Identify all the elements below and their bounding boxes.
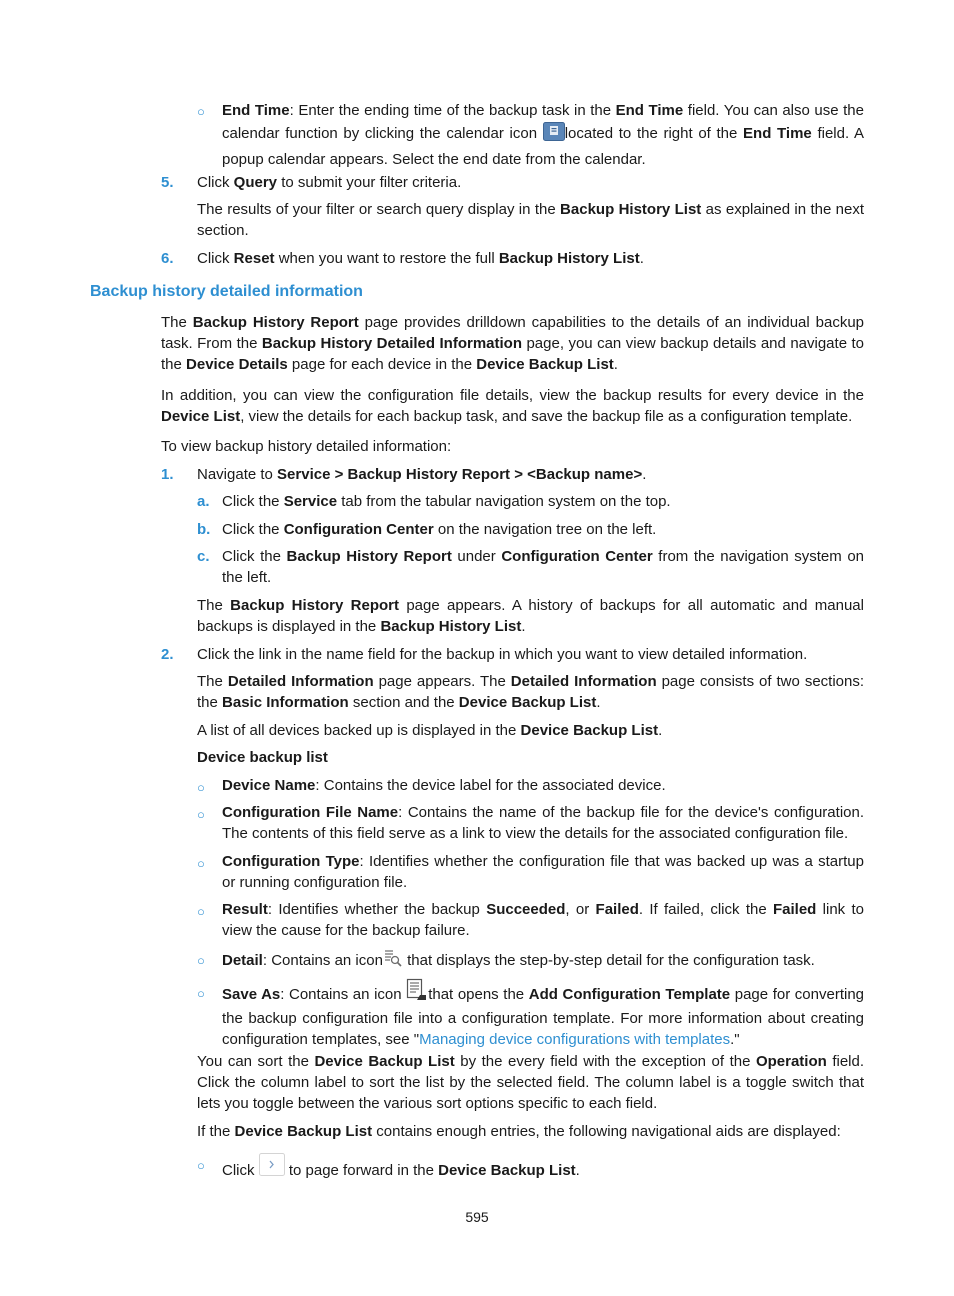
step-text: as explained in the next section. <box>197 201 865 239</box>
substep-letter: b. <box>197 521 211 538</box>
config-file-name-item: Configuration File Name: Contains the name of the backup file for the device's configuration. The contents of this field serve as a link to view the details for the associated configuration file. <box>222 804 864 842</box>
list-intro: A list of all devices backed up is displayed in the Device Backup List. <box>197 722 663 739</box>
config-type-item: Configuration Type: Identifies whether the configuration file that was backed up was a startup or running configuration file. <box>222 853 864 891</box>
bullet-marker: ○ <box>197 104 205 119</box>
managing-templates-link[interactable]: Managing device configurations with templates <box>419 1031 731 1048</box>
bullet-marker: ○ <box>197 780 205 795</box>
step-1-text: Navigate to Service > Backup History Report > <Backup name>. <box>197 466 647 483</box>
bullet-marker: ○ <box>197 856 205 871</box>
step-number: 2. <box>161 646 174 663</box>
substep-a-text: Click the Service tab from the tabular navigation system on the top. <box>222 493 671 510</box>
addition-paragraph: In addition, you can view the configuration file details, view the backup results for every device in the Device List, view the details for each backup task, and save the backup file as a configuration template. <box>161 387 864 425</box>
substep-c-text: Click the Backup History Report under Configuration Center from the navigation system on the left. <box>222 548 864 586</box>
save-as-item: Save As: Contains an icon that opens the Add Configuration Template page for converting the backup configuration file into a configuration template. For more information about creating configuration templates, see "Managing device configurations with templates." <box>222 978 864 1050</box>
substep-letter: a. <box>197 493 210 510</box>
procedure-intro: To view backup history detailed information: <box>161 438 452 455</box>
bullet-marker: ○ <box>197 986 205 1001</box>
step-1-result: The Backup History Report page appears. A history of backups for all automatic and manual backups is displayed in the Backup History List. <box>197 597 864 635</box>
bullet-marker: ○ <box>197 1158 205 1173</box>
end-time-label: End Time <box>222 102 290 119</box>
step-text: to submit your filter criteria. <box>277 174 462 191</box>
device-name-item: Device Name: Contains the device label for the associated device. <box>222 777 666 794</box>
chevron-right-icon <box>259 1153 285 1183</box>
step-6-text <box>197 248 864 269</box>
backup-history-list-ref: Backup History List <box>498 250 640 267</box>
end-time-field-ref: End Time <box>615 102 684 119</box>
next-page-item: Click to page forward in the Device Backup List. <box>222 1153 864 1183</box>
step-text: when you want to restore the full <box>274 250 499 267</box>
detail-icon <box>383 948 403 974</box>
result-item: Result: Identifies whether the backup Succeeded, or Failed. If failed, click the Failed link to view the cause for the backup failure. <box>222 901 864 939</box>
step-5-text <box>197 172 864 193</box>
page-number: 595 <box>465 1209 489 1225</box>
intro-paragraph: The Backup History Report page provides drilldown capabilities to the details of an individual backup task. From the Backup History Detailed Information page, you can view backup details and navigate to the Device Details page for each device in the Device Backup List. <box>161 314 865 373</box>
query-ref: Query <box>233 174 278 191</box>
bullet-marker: ○ <box>197 953 205 968</box>
step-2-result: The Detailed Information page appears. The Detailed Information page consists of two sections: the Basic Information section and the Device Backup List. <box>197 673 865 711</box>
step-text: . <box>639 250 644 267</box>
end-time-text: field. A popup calendar appears. Select the end date from the calendar. <box>222 125 864 168</box>
end-time-item <box>222 99 864 171</box>
backup-history-list-ref: Backup History List <box>560 201 702 218</box>
substep-b-text: Click the Configuration Center on the navigation tree on the left. <box>222 521 657 538</box>
save-as-icon <box>406 978 428 1008</box>
step-text: Click <box>197 250 234 267</box>
end-time-text: : Enter the ending time of the backup task in the <box>289 102 616 119</box>
substep-letter: c. <box>197 548 210 565</box>
detail-item: Detail: Contains an icon that displays the step-by-step detail for the configuration task. <box>222 948 864 974</box>
bullet-marker: ○ <box>197 807 205 822</box>
step-number: 6. <box>161 250 174 267</box>
step-5-result <box>197 199 864 241</box>
step-2-text: Click the link in the name field for the backup in which you want to view detailed information. <box>197 646 808 663</box>
end-time-text: field. You can also use the calendar function by clicking the calendar icon <box>222 102 864 142</box>
section-heading: Backup history detailed information <box>90 283 363 300</box>
end-time-field-ref: End Time <box>743 125 812 142</box>
step-number: 1. <box>161 466 174 483</box>
device-backup-list-heading: Device backup list <box>197 749 328 766</box>
end-time-text: located to the right of the <box>564 125 744 142</box>
step-text: The results of your filter or search query display in the <box>197 201 561 218</box>
navigation-path: Service > Backup History Report > <Backup name> <box>277 466 643 483</box>
navigation-aids-paragraph: If the Device Backup List contains enough entries, the following navigational aids are displayed: <box>197 1123 841 1140</box>
bullet-marker: ○ <box>197 904 205 919</box>
sort-paragraph: You can sort the Device Backup List by the every field with the exception of the Operation field. Click the column label to sort the list by the selected field. The column label is a toggle switch that lets you toggle between the various sort options specific to each field. <box>197 1053 865 1112</box>
reset-ref: Reset <box>233 250 275 267</box>
step-number: 5. <box>161 174 174 191</box>
calendar-icon <box>543 122 565 148</box>
step-text: Click <box>197 174 234 191</box>
